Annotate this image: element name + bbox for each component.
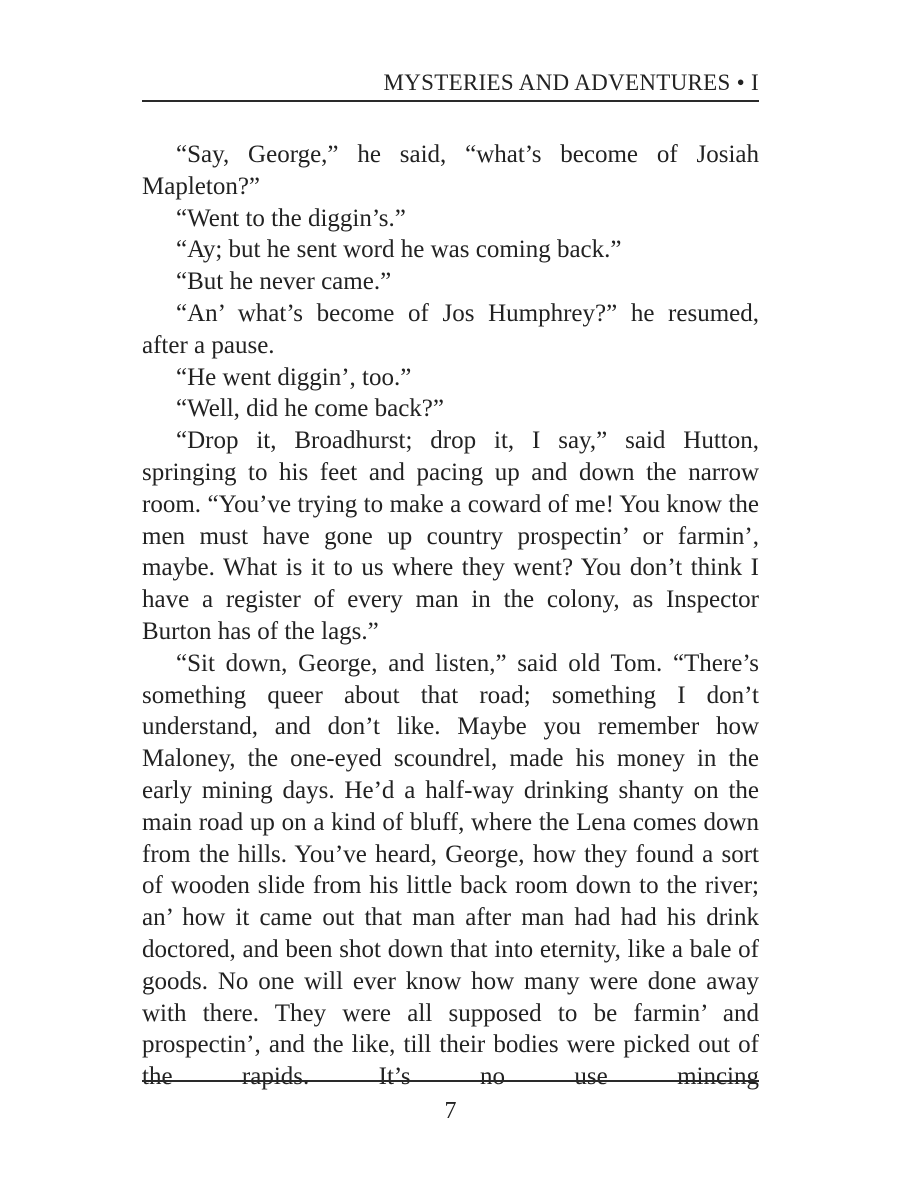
page-number: 7: [444, 1098, 457, 1124]
body-text: [142, 139, 759, 1093]
paragraph: “Say, George,” he said, “what’s become of Josiah Mapleton?”: [142, 141, 759, 200]
paragraph: “Drop it, Broadhurst; drop it, I say,” said Hutton, springing to his feet and pacing up and down the narrow room. “You’ve trying to make a coward of me! You know the men must have gone up country prospectin’ or farmin’, maybe. What is it to us where they went? You don’t think I have a register of every man in the colony, as Inspector Burton has of the lags.”: [142, 427, 759, 645]
paragraph: “Well, did he come back?”: [176, 395, 444, 423]
paragraph: “Ay; but he sent word he was coming back.”: [176, 236, 622, 264]
paragraph: “An’ what’s become of Jos Humphrey?” he resumed, after a pause.: [142, 299, 759, 359]
paragraph: “Sit down, George, and listen,” said old Tom. “There’s something queer about that road; something I don’t understand, and don’t like. Maybe you remember how Maloney, the one-eyed scoundrel, made his money in the early mining days. He’d a half-way drinking shanty on the main road up on a kind of bluff, where the Lena comes down from the hills. You’ve heard, George, how they found a sort of wooden slide from his little back room down to the river; an’ how it came out that man after man had had his drink doctored, and been shot down that into eternity, like a bale of goods. No one will ever know how many were done away with there. They were all supposed to be farmin’ and prospectin’, and the like, till their bodies were picked out of the rapids. It’s no use mincing: [142, 649, 759, 1091]
paragraph: “He went diggin’, too.”: [176, 363, 412, 391]
footer-rule: [142, 1080, 759, 1082]
paragraph: “But he never came.”: [176, 268, 392, 296]
header-rule: [142, 100, 759, 102]
paragraph: “Went to the diggin’s.”: [176, 204, 406, 232]
running-head: MYSTERIES AND ADVENTURES • I: [383, 70, 759, 95]
